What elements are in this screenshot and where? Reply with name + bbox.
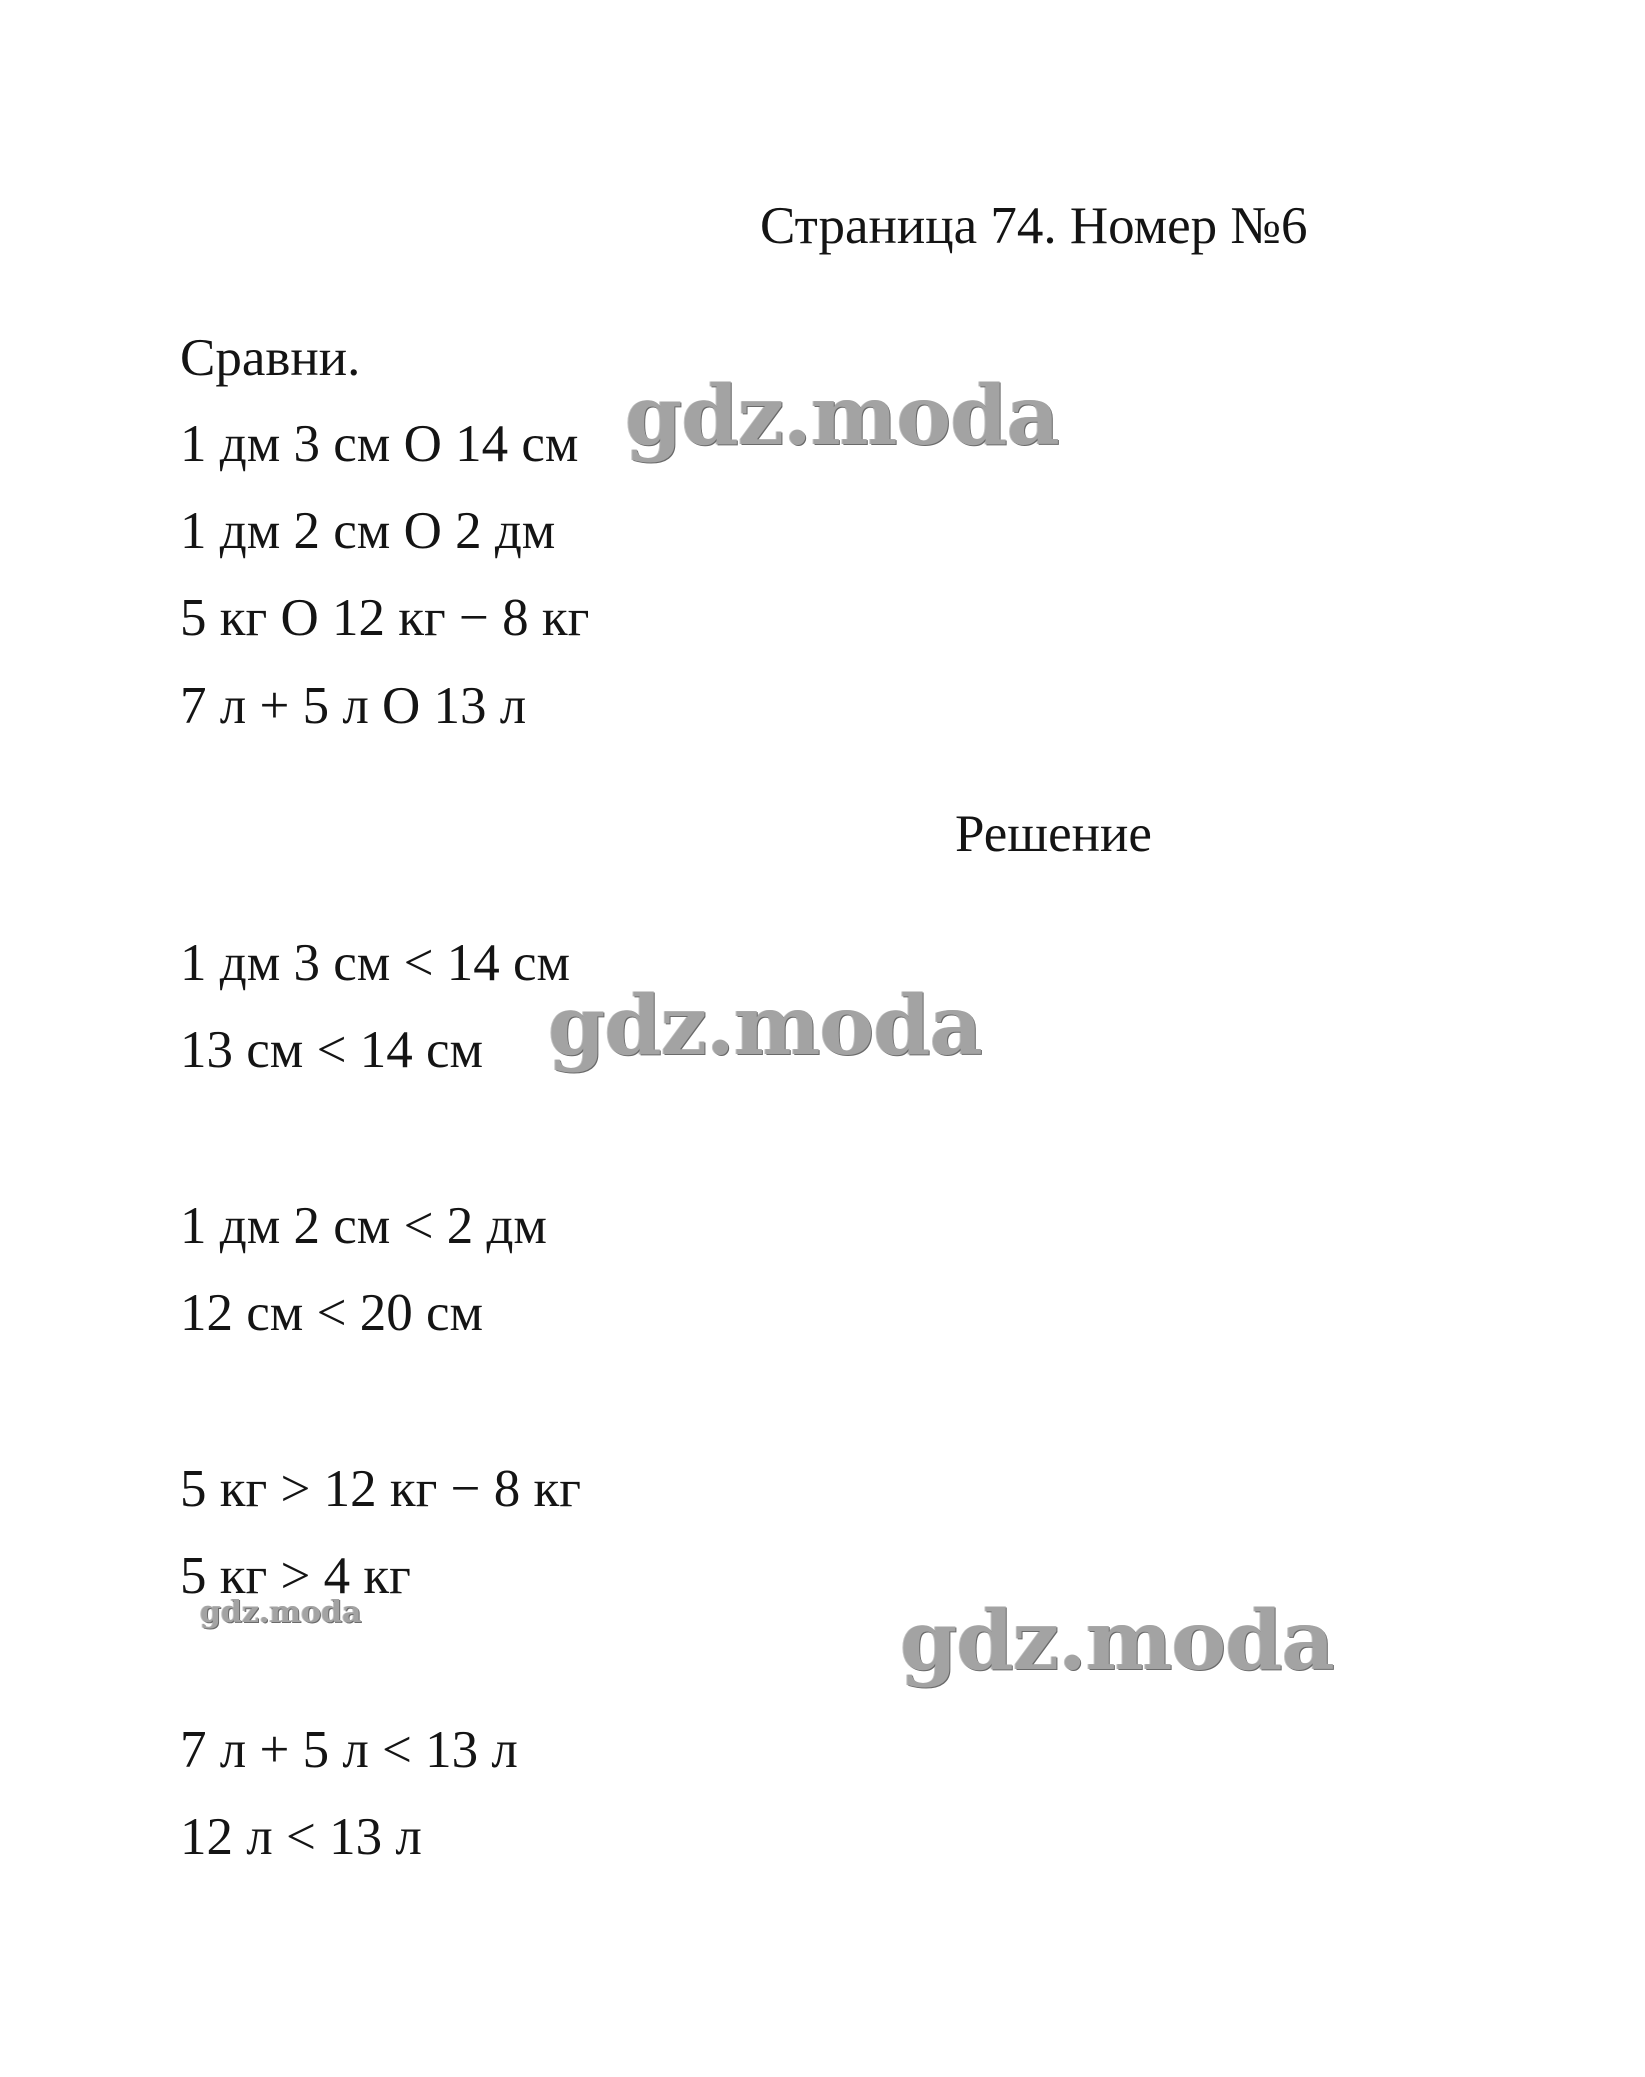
task-instruction: Сравни. xyxy=(180,329,361,387)
solution-line: 12 л < 13 л xyxy=(180,1808,422,1866)
solution-line: 1 дм 2 см < 2 дм xyxy=(180,1197,547,1255)
solution-line: 13 см < 14 см xyxy=(180,1021,484,1079)
solution-line: 7 л + 5 л < 13 л xyxy=(180,1721,518,1779)
solution-line: 12 см < 20 см xyxy=(180,1284,484,1342)
task-item: 5 кг О 12 кг − 8 кг xyxy=(180,589,590,647)
page-title: Страница 74. Номер №6 xyxy=(760,197,1308,255)
task-item: 1 дм 2 см О 2 дм xyxy=(180,502,556,560)
watermark-logo: gdz.moda xyxy=(200,1595,362,1630)
watermark-logo: gdz.moda xyxy=(548,978,982,1074)
watermark-logo: gdz.moda xyxy=(900,1593,1334,1689)
solution-line: 1 дм 3 см < 14 см xyxy=(180,934,571,992)
task-item: 1 дм 3 см О 14 см xyxy=(180,415,579,473)
task-item: 7 л + 5 л О 13 л xyxy=(180,677,527,735)
solution-line: 5 кг > 12 кг − 8 кг xyxy=(180,1460,581,1518)
solution-line: 5 кг > 4 кг xyxy=(180,1547,411,1605)
solution-heading: Решение xyxy=(955,805,1152,863)
watermark-logo: gdz.moda xyxy=(625,368,1059,464)
